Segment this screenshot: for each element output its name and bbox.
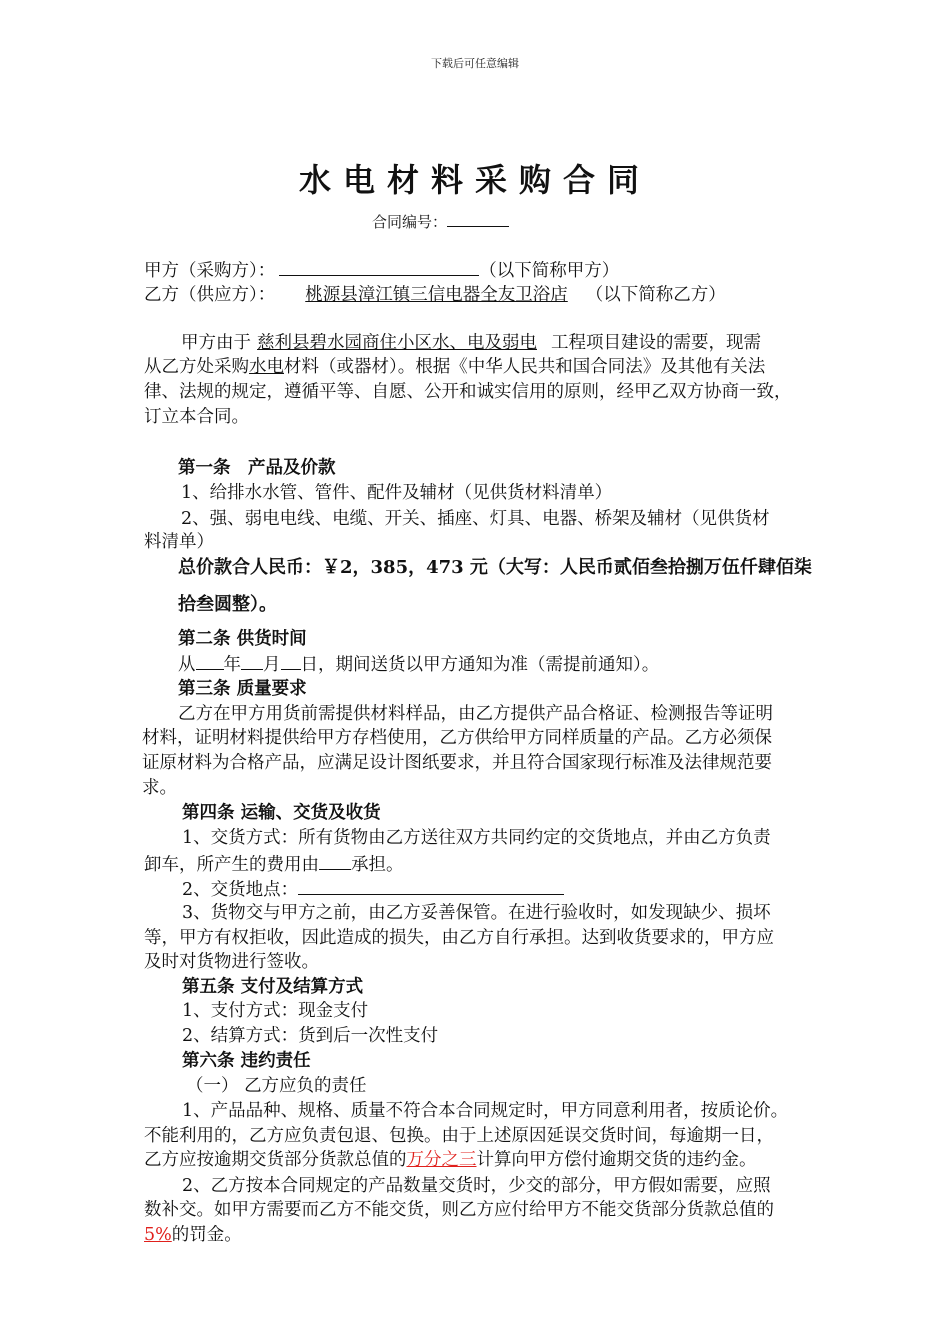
delivery-text: 承担。 bbox=[351, 855, 404, 875]
article-5-item-2: 2、结算方式：货到后一次性支付 bbox=[182, 1026, 439, 1046]
article-6-heading: 第六条 违约责任 bbox=[182, 1051, 311, 1071]
article-5-item-1: 1、支付方式：现金支付 bbox=[182, 1001, 369, 1021]
document-title: 水电材料采购合同 bbox=[298, 161, 651, 199]
contract-number-label: 合同编号： bbox=[372, 213, 448, 231]
year-blank bbox=[196, 651, 224, 670]
delivery-place-label: 2、交货地点： bbox=[182, 880, 299, 900]
intro-text: 材料（或器材）。根据《中华人民共和国合同法》及其他有关法 bbox=[284, 357, 766, 377]
article-6-item-1c bbox=[144, 1148, 757, 1172]
article-4-item-1b bbox=[144, 851, 404, 877]
article-4-item-3b: 等，甲方有权拒收，因此造成的损失，由乙方自行承担。达到收货要求的，甲方应 bbox=[144, 928, 774, 948]
intro-line-3: 律、法规的规定，遵循平等、自愿、公开和诚实信用的原则，经甲乙双方协商一致， bbox=[144, 382, 792, 402]
total-price-line-1: 总价款合人民币：￥2，385，473 元（大写：人民币贰佰叁拾捌万伍仟肆佰柒 bbox=[178, 557, 812, 578]
article-5-heading: 第五条 支付及结算方式 bbox=[182, 977, 364, 997]
article-2-heading: 第二条 供货时间 bbox=[178, 629, 307, 649]
article-1-heading: 第一条 产品及价款 bbox=[178, 458, 336, 478]
contract-number bbox=[372, 208, 509, 234]
intro-text: 工程项目建设的需要，现需 bbox=[551, 333, 761, 353]
article-4-heading: 第四条 运输、交货及收货 bbox=[182, 803, 381, 823]
article-3-line-1: 乙方在甲方用货前需提供材料样品，由乙方提供产品合格证、检测报告等证明 bbox=[178, 704, 773, 724]
supply-time-text: 年 bbox=[223, 655, 241, 675]
intro-line-2 bbox=[144, 355, 765, 379]
article-6-item-2c bbox=[144, 1223, 242, 1247]
day-blank bbox=[281, 651, 301, 670]
article-6-item-1a: 1、产品品种、规格、质量不符合本合同规定时，甲方同意利用者，按质论价。 bbox=[182, 1101, 789, 1121]
supply-time-line bbox=[178, 651, 659, 677]
article-1-item-1: 1、给排水水管、管件、配件及辅材（见供货材料清单） bbox=[181, 483, 613, 503]
header-note: 下载后可任意编辑 bbox=[431, 57, 519, 70]
fine-rate: 5% bbox=[144, 1225, 172, 1245]
party-b-name: 桃源县漳江镇三信电器全友卫浴店 bbox=[305, 285, 568, 305]
intro-line-4: 订立本合同。 bbox=[144, 407, 249, 427]
month-blank bbox=[241, 651, 263, 670]
article-3-line-4: 求。 bbox=[142, 778, 177, 798]
penalty-text: 计算向甲方偿付逾期交货的违约金。 bbox=[476, 1150, 757, 1170]
penalty-text: 的罚金。 bbox=[171, 1225, 242, 1245]
party-b-suffix: （以下简称乙方） bbox=[585, 285, 726, 305]
material-type: 水电 bbox=[249, 357, 284, 377]
party-a-blank bbox=[279, 257, 479, 276]
article-6-item-2a: 2、乙方按本合同规定的产品数量交货时，少交的部分，甲方假如需要，应照 bbox=[182, 1176, 771, 1196]
cost-bearer-blank bbox=[319, 851, 351, 870]
article-6-sub-1: （一） 乙方应负的责任 bbox=[186, 1076, 367, 1096]
party-b-line bbox=[144, 283, 726, 307]
article-3-line-3: 证原材料为合格产品，应满足设计图纸要求，并且符合国家现行标准及法律规范要 bbox=[142, 753, 772, 773]
delivery-place-blank bbox=[298, 876, 564, 895]
penalty-text: 乙方应按逾期交货部分货款总值的 bbox=[144, 1150, 407, 1170]
party-b-label: 乙方（供应方）： bbox=[144, 285, 276, 305]
party-a-suffix: （以下简称甲方） bbox=[479, 261, 620, 281]
total-price-line-2: 拾叁圆整）。 bbox=[178, 594, 277, 615]
supply-time-text: 日，期间送货以甲方通知为准（需提前通知）。 bbox=[300, 655, 660, 675]
intro-text: 从乙方处采购 bbox=[144, 357, 249, 377]
party-a-label: 甲方（采购方）： bbox=[144, 261, 276, 281]
project-name: 慈利县碧水园商住小区水、电及弱电 bbox=[257, 333, 537, 353]
article-3-line-2: 材料，证明材料提供给甲方存档使用，乙方供给甲方同样质量的产品。乙方必须保 bbox=[142, 728, 772, 748]
article-3-heading: 第三条 质量要求 bbox=[178, 679, 307, 699]
article-1-item-2b: 料清单） bbox=[144, 532, 214, 552]
article-6-item-2b: 数补交。如甲方需要而乙方不能交货，则乙方应付给甲方不能交货部分货款总值的 bbox=[144, 1200, 774, 1220]
party-a-line bbox=[144, 257, 619, 283]
intro-text: 甲方由于 bbox=[181, 333, 251, 353]
supply-time-text: 从 bbox=[178, 655, 196, 675]
delivery-text: 卸车，所产生的费用由 bbox=[144, 855, 319, 875]
article-4-item-3c: 及时对货物进行签收。 bbox=[144, 952, 319, 972]
contract-number-blank bbox=[447, 208, 509, 227]
article-4-item-3a: 3、货物交与甲方之前，由乙方妥善保管。在进行验收时，如发现缺少、损坏 bbox=[182, 903, 771, 923]
article-1-item-2a: 2、强、弱电电线、电缆、开关、插座、灯具、电器、桥架及辅材（见供货材 bbox=[181, 509, 770, 529]
supply-time-text: 月 bbox=[263, 655, 281, 675]
article-4-item-1a: 1、交货方式：所有货物由乙方送往双方共同约定的交货地点，并由乙方负责 bbox=[182, 828, 771, 848]
penalty-rate: 万分之三 bbox=[406, 1150, 477, 1170]
article-6-item-1b: 不能利用的，乙方应负责包退、包换。由于上述原因延误交货时间，每逾期一日， bbox=[144, 1126, 774, 1146]
article-4-item-2 bbox=[182, 876, 564, 902]
intro-line-1 bbox=[181, 331, 761, 355]
